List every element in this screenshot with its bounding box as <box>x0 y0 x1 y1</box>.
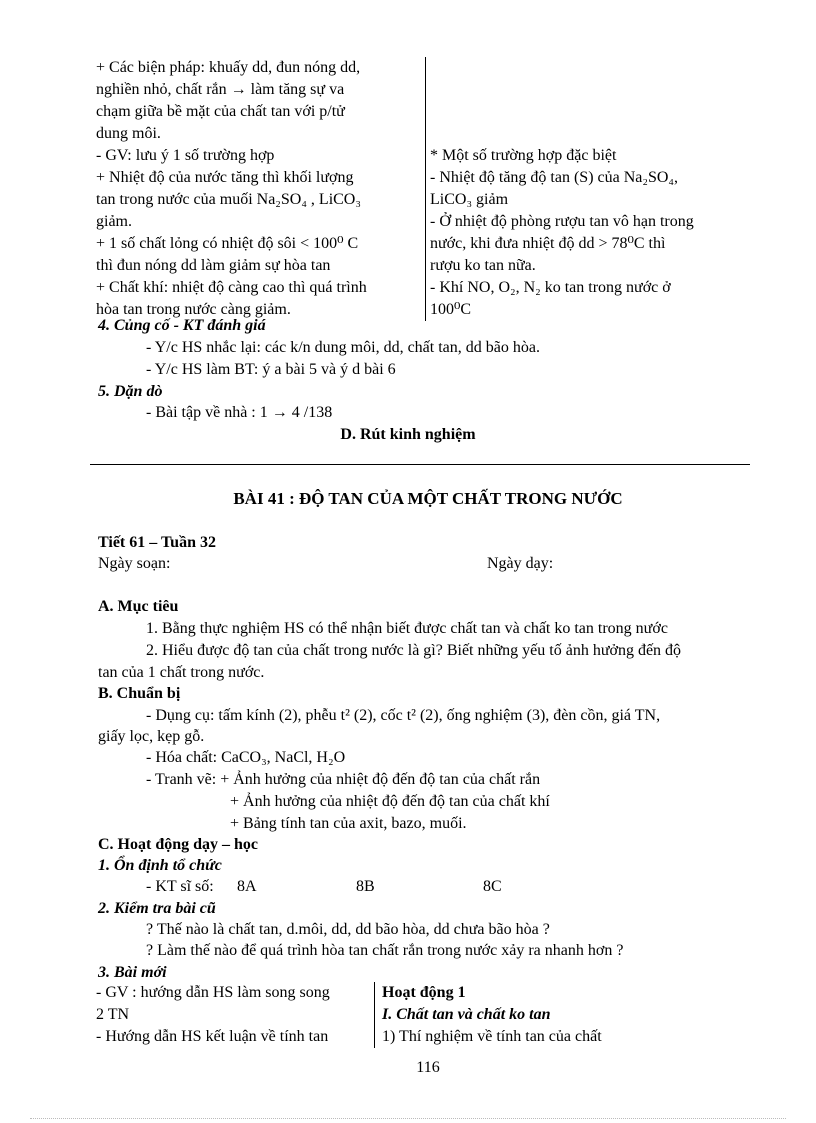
bottom-table <box>96 982 756 1048</box>
page-edge <box>30 1118 786 1119</box>
table-cell-line: hòa tan trong nước càng giảm. <box>96 301 291 318</box>
section-heading: 4. Củng cố - KT đánh giá <box>98 317 266 334</box>
class-name: 8B <box>356 878 375 895</box>
lesson-title: BÀI 41 : ĐỘ TAN CỦA MỘT CHẤT TRONG NƯỚC <box>233 489 623 508</box>
top-table-right-column <box>430 145 756 321</box>
table-cell-line: + Nhiệt độ của nước tăng thì khối lượng <box>96 169 354 186</box>
page-number: 116 <box>416 1059 440 1076</box>
table-cell-line: + Chất khí: nhiệt độ càng cao thì quá trình <box>96 279 367 296</box>
class-name: 8A <box>237 878 257 895</box>
preparation-date-label: Ngày soạn: <box>98 555 171 572</box>
teaching-date-label: Ngày dạy: <box>487 555 554 572</box>
table-cell-line: - Nhiệt độ tăng độ tan (S) của Na₂SO₄, <box>430 169 678 186</box>
list-item: - Bài tập về nhà : 1 → 4 /138 <box>146 404 333 421</box>
divider <box>90 464 750 465</box>
subsection-heading: 3. Bài mới <box>98 964 167 981</box>
paragraph-line: - Hóa chất: CaCO₃, NaCl, H₂O <box>146 749 346 766</box>
table-cell-line: + 1 số chất lỏng có nhiệt độ sôi < 100⁰ C <box>96 235 359 252</box>
paragraph-line: - Tranh vẽ: + Ảnh hưởng của nhiệt độ đến độ tan của chất rắn <box>146 771 541 788</box>
list-item: - Y/c HS nhắc lại: các k/n dung môi, dd, chất tan, dd bão hòa. <box>146 339 540 356</box>
section-heading: A. Mục tiêu <box>98 598 179 615</box>
period-label: Tiết 61 – Tuần 32 <box>98 534 216 551</box>
paragraph-line: tan của 1 chất trong nước. <box>98 664 265 681</box>
list-item: - Y/c HS làm BT: ý a bài 5 và ý d bài 6 <box>146 361 396 378</box>
table-cell-line: - Ở nhiệt độ phòng rượu tan vô hạn trong <box>430 213 694 230</box>
subsection-heading: 1. Ổn định tổ chức <box>98 857 222 874</box>
class-count-label: - KT sĩ số: <box>146 878 214 895</box>
paragraph-line: + Ảnh hưởng của nhiệt độ đến độ tan của chất khí <box>230 793 550 810</box>
table-cell-line: giảm. <box>96 213 132 230</box>
top-table-left-column <box>96 57 422 321</box>
activity-subheading: I. Chất tan và chất ko tan <box>382 1006 551 1023</box>
rut-kinh-nghiem-heading: D. Rút kinh nghiệm <box>340 426 476 443</box>
column-divider <box>425 57 426 321</box>
table-cell-line: nghiền nhỏ, chất rắn → làm tăng sự va <box>96 81 345 98</box>
subsection-heading: 2. Kiểm tra bài cũ <box>98 900 216 917</box>
table-cell-line: dung môi. <box>96 125 161 142</box>
column-divider <box>374 982 375 1048</box>
table-cell-line: LiCO₃ giảm <box>430 191 509 208</box>
bottom-table-left-column <box>96 982 370 1048</box>
table-cell-line: tan trong nước của muối Na₂SO₄ , LiCO₃ <box>96 191 361 208</box>
table-cell-line: chạm giữa bề mặt của chất tan với p/tử <box>96 103 345 120</box>
bottom-table-right-column <box>382 982 752 1048</box>
table-cell-line: - Khí NO, O₂, N₂ ko tan trong nước ở <box>430 279 671 296</box>
table-cell-line: thì đun nóng dd làm giảm sự hòa tan <box>96 257 331 274</box>
table-cell-line: * Một số trường hợp đặc biệt <box>430 147 617 164</box>
paragraph-line: 1. Bằng thực nghiệm HS có thể nhận biết được chất tan và chất ko tan trong nước <box>146 620 668 637</box>
table-cell-line: + Các biện pháp: khuấy dd, đun nóng dd, <box>96 59 361 76</box>
table-cell-line: 2 TN <box>96 1006 130 1023</box>
paragraph-line: giấy lọc, kẹp gỗ. <box>98 728 205 745</box>
table-cell-line: - Hướng dẫn HS kết luận về tính tan <box>96 1028 329 1045</box>
table-cell-line: - GV : hướng dẫn HS làm song song <box>96 984 330 1001</box>
table-cell-line: 1) Thí nghiệm về tính tan của chất <box>382 1028 602 1045</box>
top-table <box>96 57 756 321</box>
section-heading: C. Hoạt động dạy – học <box>98 836 259 853</box>
table-cell-line: rượu ko tan nữa. <box>430 257 536 274</box>
class-name: 8C <box>483 878 502 895</box>
paragraph-line: - Dụng cụ: tấm kính (2), phễu t² (2), cốc t² (2), ống nghiệm (3), đèn cồn, giá TN, <box>146 707 661 724</box>
activity-heading: Hoạt động 1 <box>382 984 466 1001</box>
paragraph-line: 2. Hiểu được độ tan của chất trong nước là gì? Biết những yếu tố ảnh hưởng đến độ <box>146 642 682 659</box>
question-line: ? Thế nào là chất tan, d.môi, dd, dd bão hòa, dd chưa bão hòa ? <box>146 921 550 938</box>
section-heading: B. Chuẩn bị <box>98 685 181 702</box>
question-line: ? Làm thế nào để quá trình hòa tan chất rắn trong nước xảy ra nhanh hơn ? <box>146 942 624 959</box>
table-cell-line: nước, khi đưa nhiệt độ dd > 78⁰C thì <box>430 235 666 252</box>
table-cell-line: 100⁰C <box>430 301 472 318</box>
section-heading: 5. Dặn dò <box>98 383 163 400</box>
paragraph-line: + Bảng tính tan của axit, bazo, muối. <box>230 815 467 832</box>
table-cell-line: - GV: lưu ý 1 số trường hợp <box>96 147 275 164</box>
